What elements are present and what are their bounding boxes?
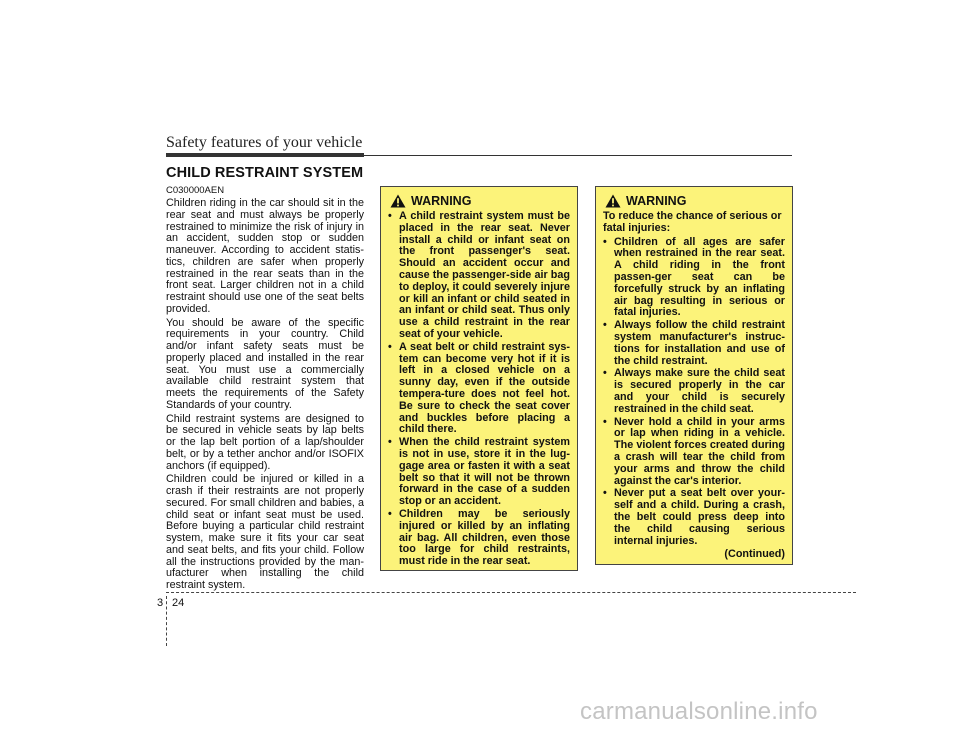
warning-item-text: Children of all ages are safer when restrained in the rear seat. A child riding in the front passen-ger seat can be forcefully struck by an inflating air bag resulting in serious or fatal injuries. <box>614 235 785 319</box>
warning-item-text: Never hold a child in your arms or lap when riding in a vehicle. The violent forces created during a crash will tear the child from your arms and throw the child against the car's interior. <box>614 415 785 487</box>
bullet: • <box>388 507 392 520</box>
header-rule <box>166 153 364 157</box>
warning-item <box>603 488 785 547</box>
warning-header <box>388 194 570 208</box>
watermark: carmanualsonline.info <box>580 698 818 725</box>
bullet: • <box>388 210 392 222</box>
header-rule-thin <box>364 155 792 156</box>
bullet: • <box>603 319 607 332</box>
warning-header <box>603 194 785 208</box>
warning-item-text: When the child restraint system is not in use, store it in the lug-gage area or fasten it with a seat belt so that it will not be thrown forward in the case of a sudden stop or an accident. <box>399 436 570 508</box>
warning-list <box>388 211 570 568</box>
warning-box-1 <box>380 186 578 571</box>
warning-item-text: A child restraint system must be placed in the rear seat. Never install a child or infant seat on the front passenger's seat. Should an accident occur and cause the passenger-side air bag to deploy, it could severely injure or kill an infant or child seated in an infant or child seat. Thus only use a child restraint in the rear seat of your vehicle. <box>399 210 570 340</box>
bullet: • <box>388 436 392 449</box>
bullet: • <box>388 340 392 353</box>
warning-intro: To reduce the chance of serious or fatal injuries: <box>603 210 782 234</box>
warning-item <box>388 437 570 508</box>
warning-item <box>388 211 570 341</box>
body-paragraph: Children riding in the car should sit in the rear seat and must always be properly restrained to minimize the risk of injury in an accident, sudden stop or sudden maneuver. According to accident statis-tics, children are safer when properly restrained in the rear seats than in the front seat. Larger children not in a child restraint should use one of the seat belts provided. <box>166 197 364 315</box>
warning-title: WARNING <box>626 194 687 209</box>
warning-item <box>603 368 785 415</box>
page-header-title: Safety features of your vehicle <box>166 134 363 151</box>
section-title: CHILD RESTRAINT SYSTEM <box>166 165 364 181</box>
warning-item <box>388 342 570 436</box>
body-paragraph: Children could be injured or killed in a crash if their restraints are not properly secured. For small children and babies, a child seat or infant seat must be used. Before buying a particular child restraint system, make sure it fits your car seat and seat belts, and fits your child. Follow all the instructions provided by the man-ufacturer when installing the child restraint system. <box>166 473 364 591</box>
warning-item-text: Always follow the child restraint system manufacturer's instruc-tions for installation and use of the child restraint. <box>614 319 785 367</box>
body-text-column <box>166 185 364 594</box>
bullet: • <box>603 367 607 380</box>
page-number: 24 <box>172 597 185 609</box>
bullet: • <box>603 235 607 248</box>
warning-list <box>603 237 785 548</box>
footer-rule <box>166 592 856 593</box>
warning-item-text: Never put a seat belt over your-self and a child. During a crash, the belt could press deep into the child causing serious internal injuries. <box>614 487 785 547</box>
warning-item <box>388 509 570 568</box>
bullet: • <box>603 487 607 500</box>
bullet: • <box>603 415 607 428</box>
warning-triangle-icon <box>390 194 406 208</box>
footer-divider <box>166 596 167 646</box>
continued-label: (Continued) <box>724 548 785 561</box>
warning-item-text: A seat belt or child restraint sys-tem can become very hot if it is left in a closed vehicle on a sunny day, even if the outside tempera-ture does not feel hot. Be sure to check the seat cover and buckles before placing a child there. <box>399 340 570 436</box>
warning-item-text: Always make sure the child seat is secured properly in the car and your child is securely restrained in the child seat. <box>614 367 785 415</box>
chapter-number: 3 <box>157 597 164 609</box>
body-paragraph: You should be aware of the specific requirements in your country. Child and/or infant safety seats must be properly placed and installed in the rear seat. You must use a commercially available child restraint system that meets the requirements of the Safety Standards of your country. <box>166 316 364 411</box>
warning-title: WARNING <box>411 194 472 209</box>
body-paragraph: Child restraint systems are designed to be secured in vehicle seats by lap belts or the lap belt portion of a lap/shoulder belt, or by a tether anchor and/or ISOFIX anchors (if equipped). <box>166 412 364 472</box>
warning-triangle-icon <box>605 194 621 208</box>
warning-item <box>603 320 785 367</box>
section-code: C030000AEN <box>166 185 225 196</box>
warning-item <box>603 237 785 320</box>
warning-item-text: Children may be seriously injured or killed by an inflating air bag. All children, even those too large for child restraints, must ride in the rear seat. <box>399 507 570 568</box>
warning-item <box>603 417 785 488</box>
warning-box-2 <box>595 186 793 565</box>
